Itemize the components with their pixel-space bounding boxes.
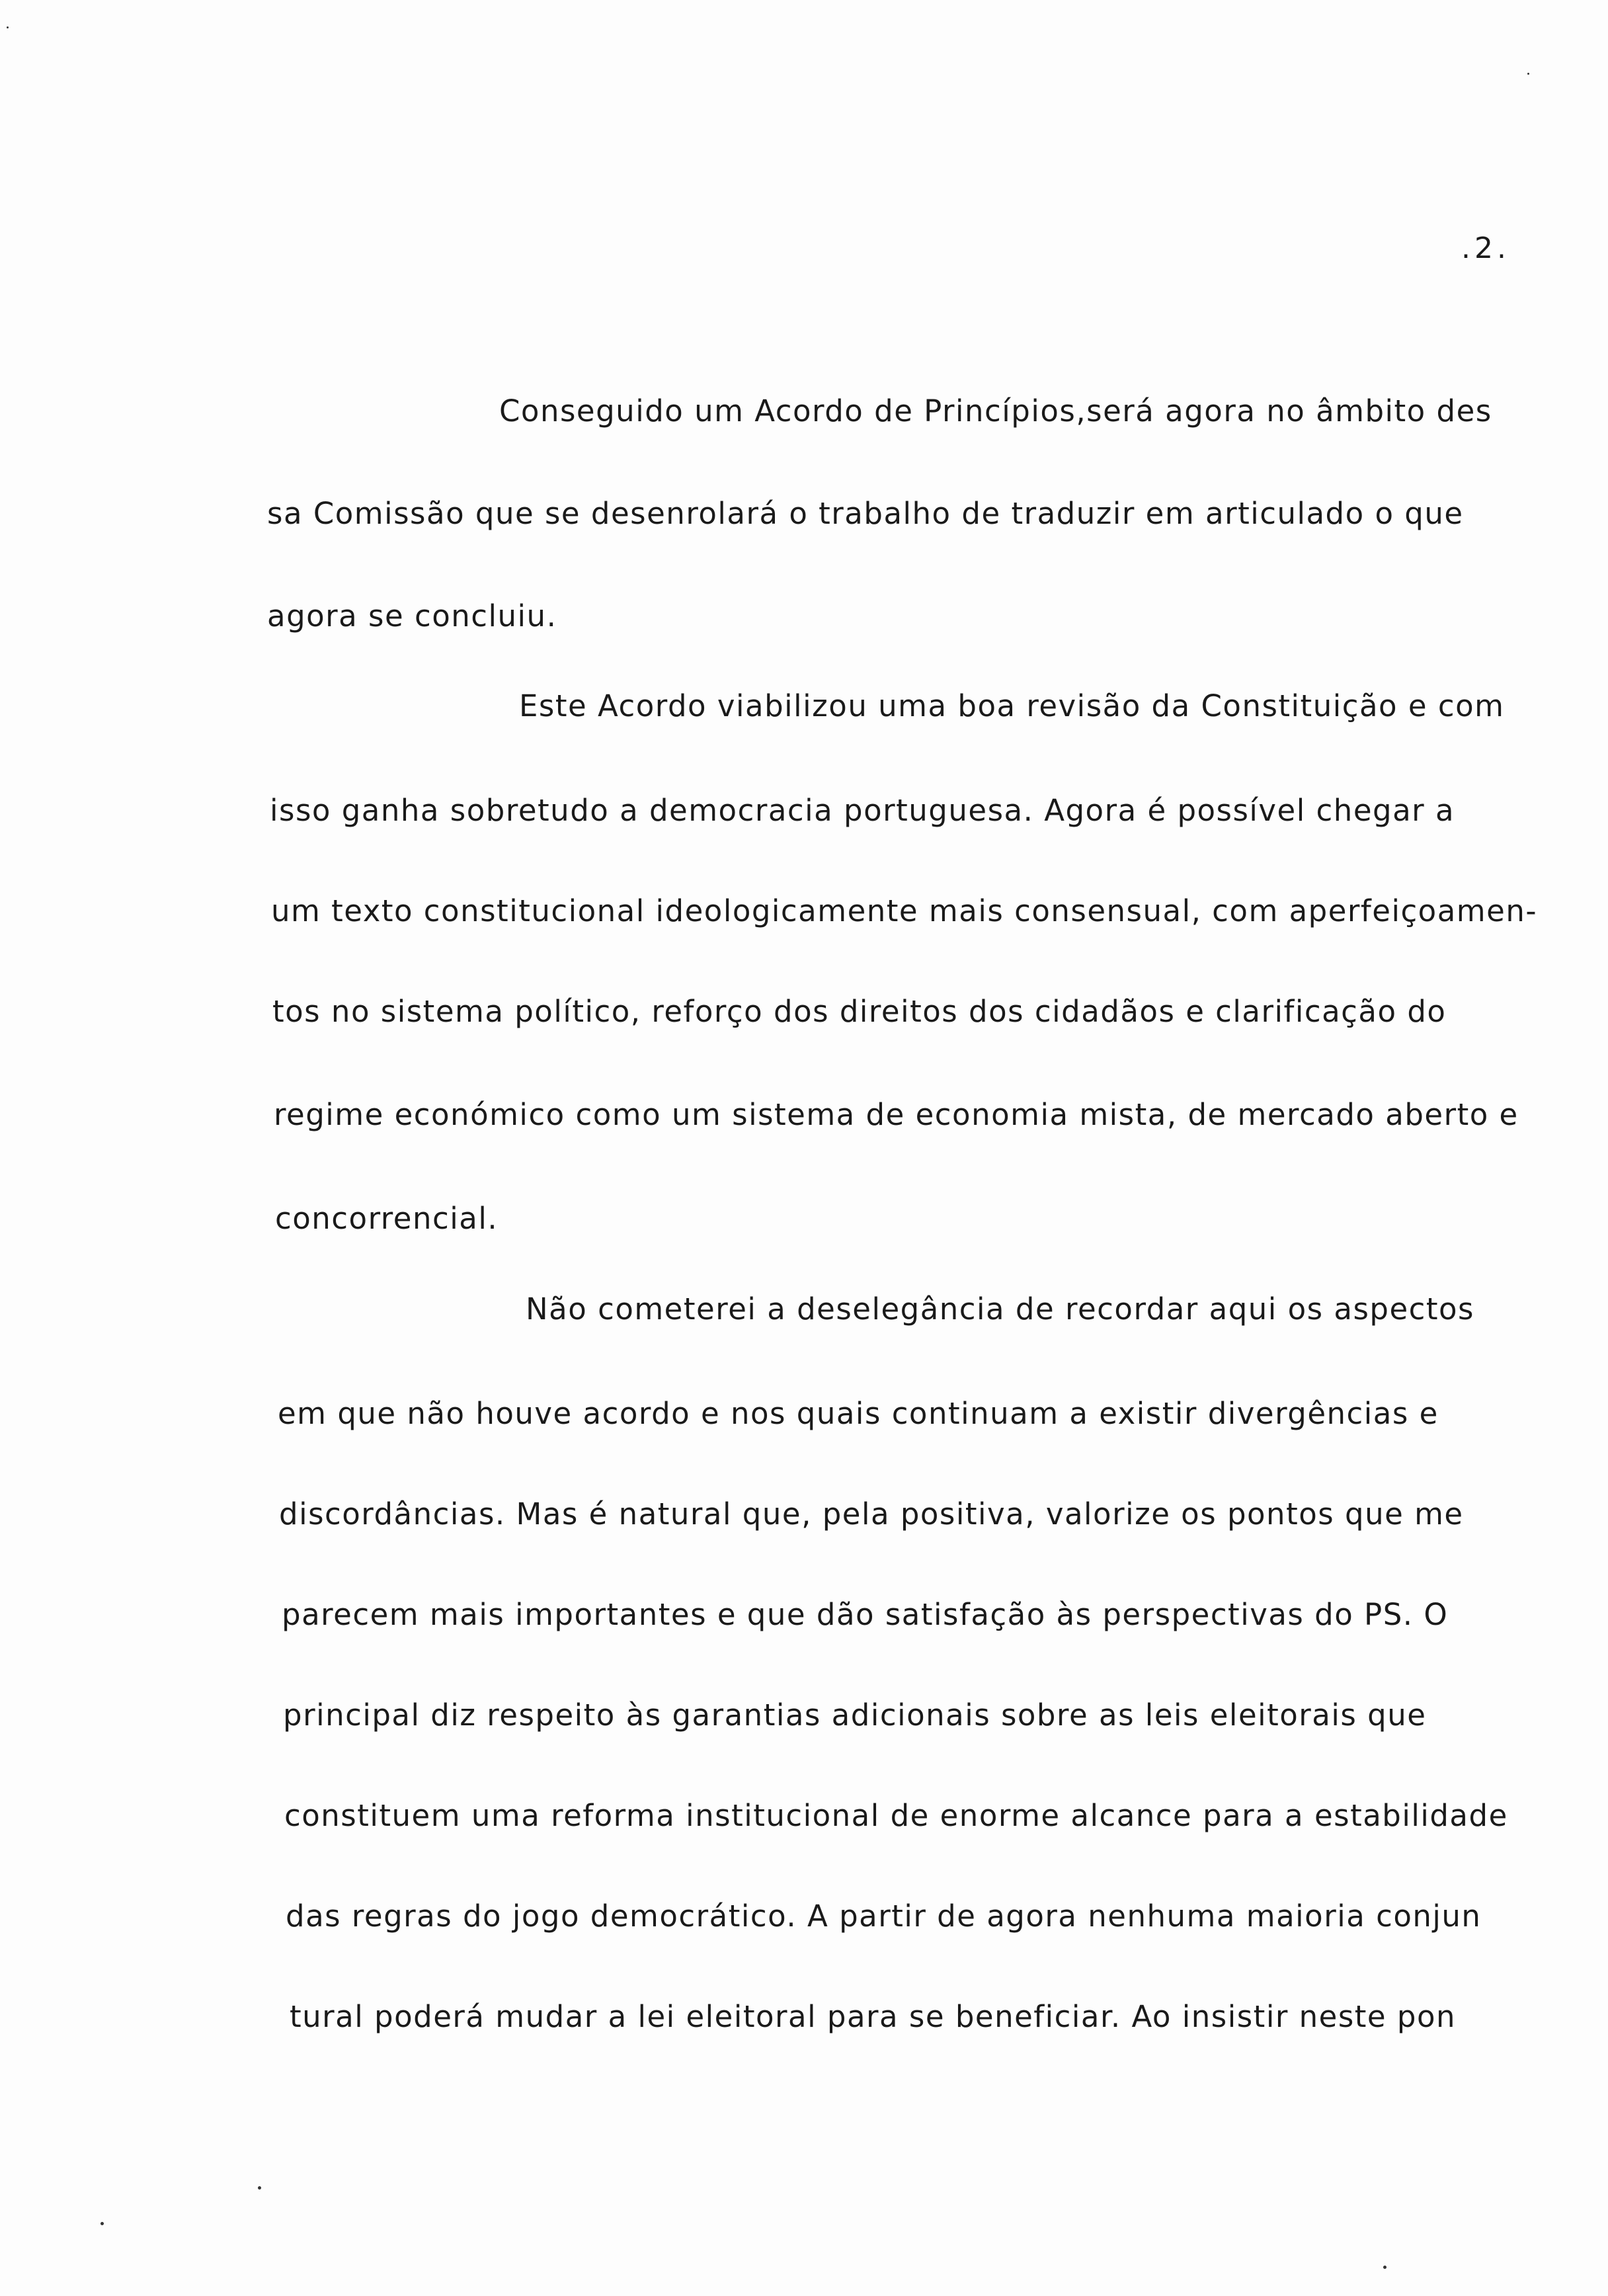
scan-speck [1383,2266,1387,2269]
text-line: tos no sistema político, reforço dos direitos dos cidadãos e clarificação do [272,994,1447,1029]
text-line: discordâncias. Mas é natural que, pela positiva, valorize os pontos que me [279,1496,1464,1532]
text-line: Este Acordo viabilizou uma boa revisão da Constituição e com [519,688,1505,723]
scan-speck [100,2222,104,2225]
scan-speck [258,2186,261,2190]
text-line: principal diz respeito às garantias adicionais sobre as leis eleitorais que [283,1698,1427,1733]
text-line: um texto constitucional ideologicamente mais consensual, com aperfeiçoamen- [271,893,1538,928]
text-line: constituem uma reforma institucional de enorme alcance para a estabilidade [284,1798,1508,1833]
text-line: sa Comissão que se desenrolará o trabalho de traduzir em articulado o que [267,496,1464,531]
text-line: Não cometerei a deselegância de recordar aqui os aspectos [526,1292,1474,1327]
text-line: parecem mais importantes e que dão satisfação às perspectivas do PS. O [282,1597,1449,1632]
text-line: tural poderá mudar a lei eleitoral para se beneficiar. Ao insistir neste pon [290,1999,1457,2034]
text-line: regime económico como um sistema de economia mista, de mercado aberto e [274,1097,1519,1132]
text-line: agora se concluiu. [267,598,557,634]
text-line: concorrencial. [275,1201,499,1236]
scan-speck [7,26,9,28]
scan-speck [1527,73,1529,75]
text-line: Conseguido um Acordo de Princípios,será agora no âmbito des [499,393,1492,429]
text-line: das regras do jogo democrático. A partir de agora nenhuma maioria conjun [286,1899,1482,1934]
page-number: .2. [1461,231,1510,265]
text-line: em que não houve acordo e nos quais continuam a existir divergências e [278,1396,1439,1431]
text-line: isso ganha sobretudo a democracia portuguesa. Agora é possível chegar a [270,793,1455,828]
